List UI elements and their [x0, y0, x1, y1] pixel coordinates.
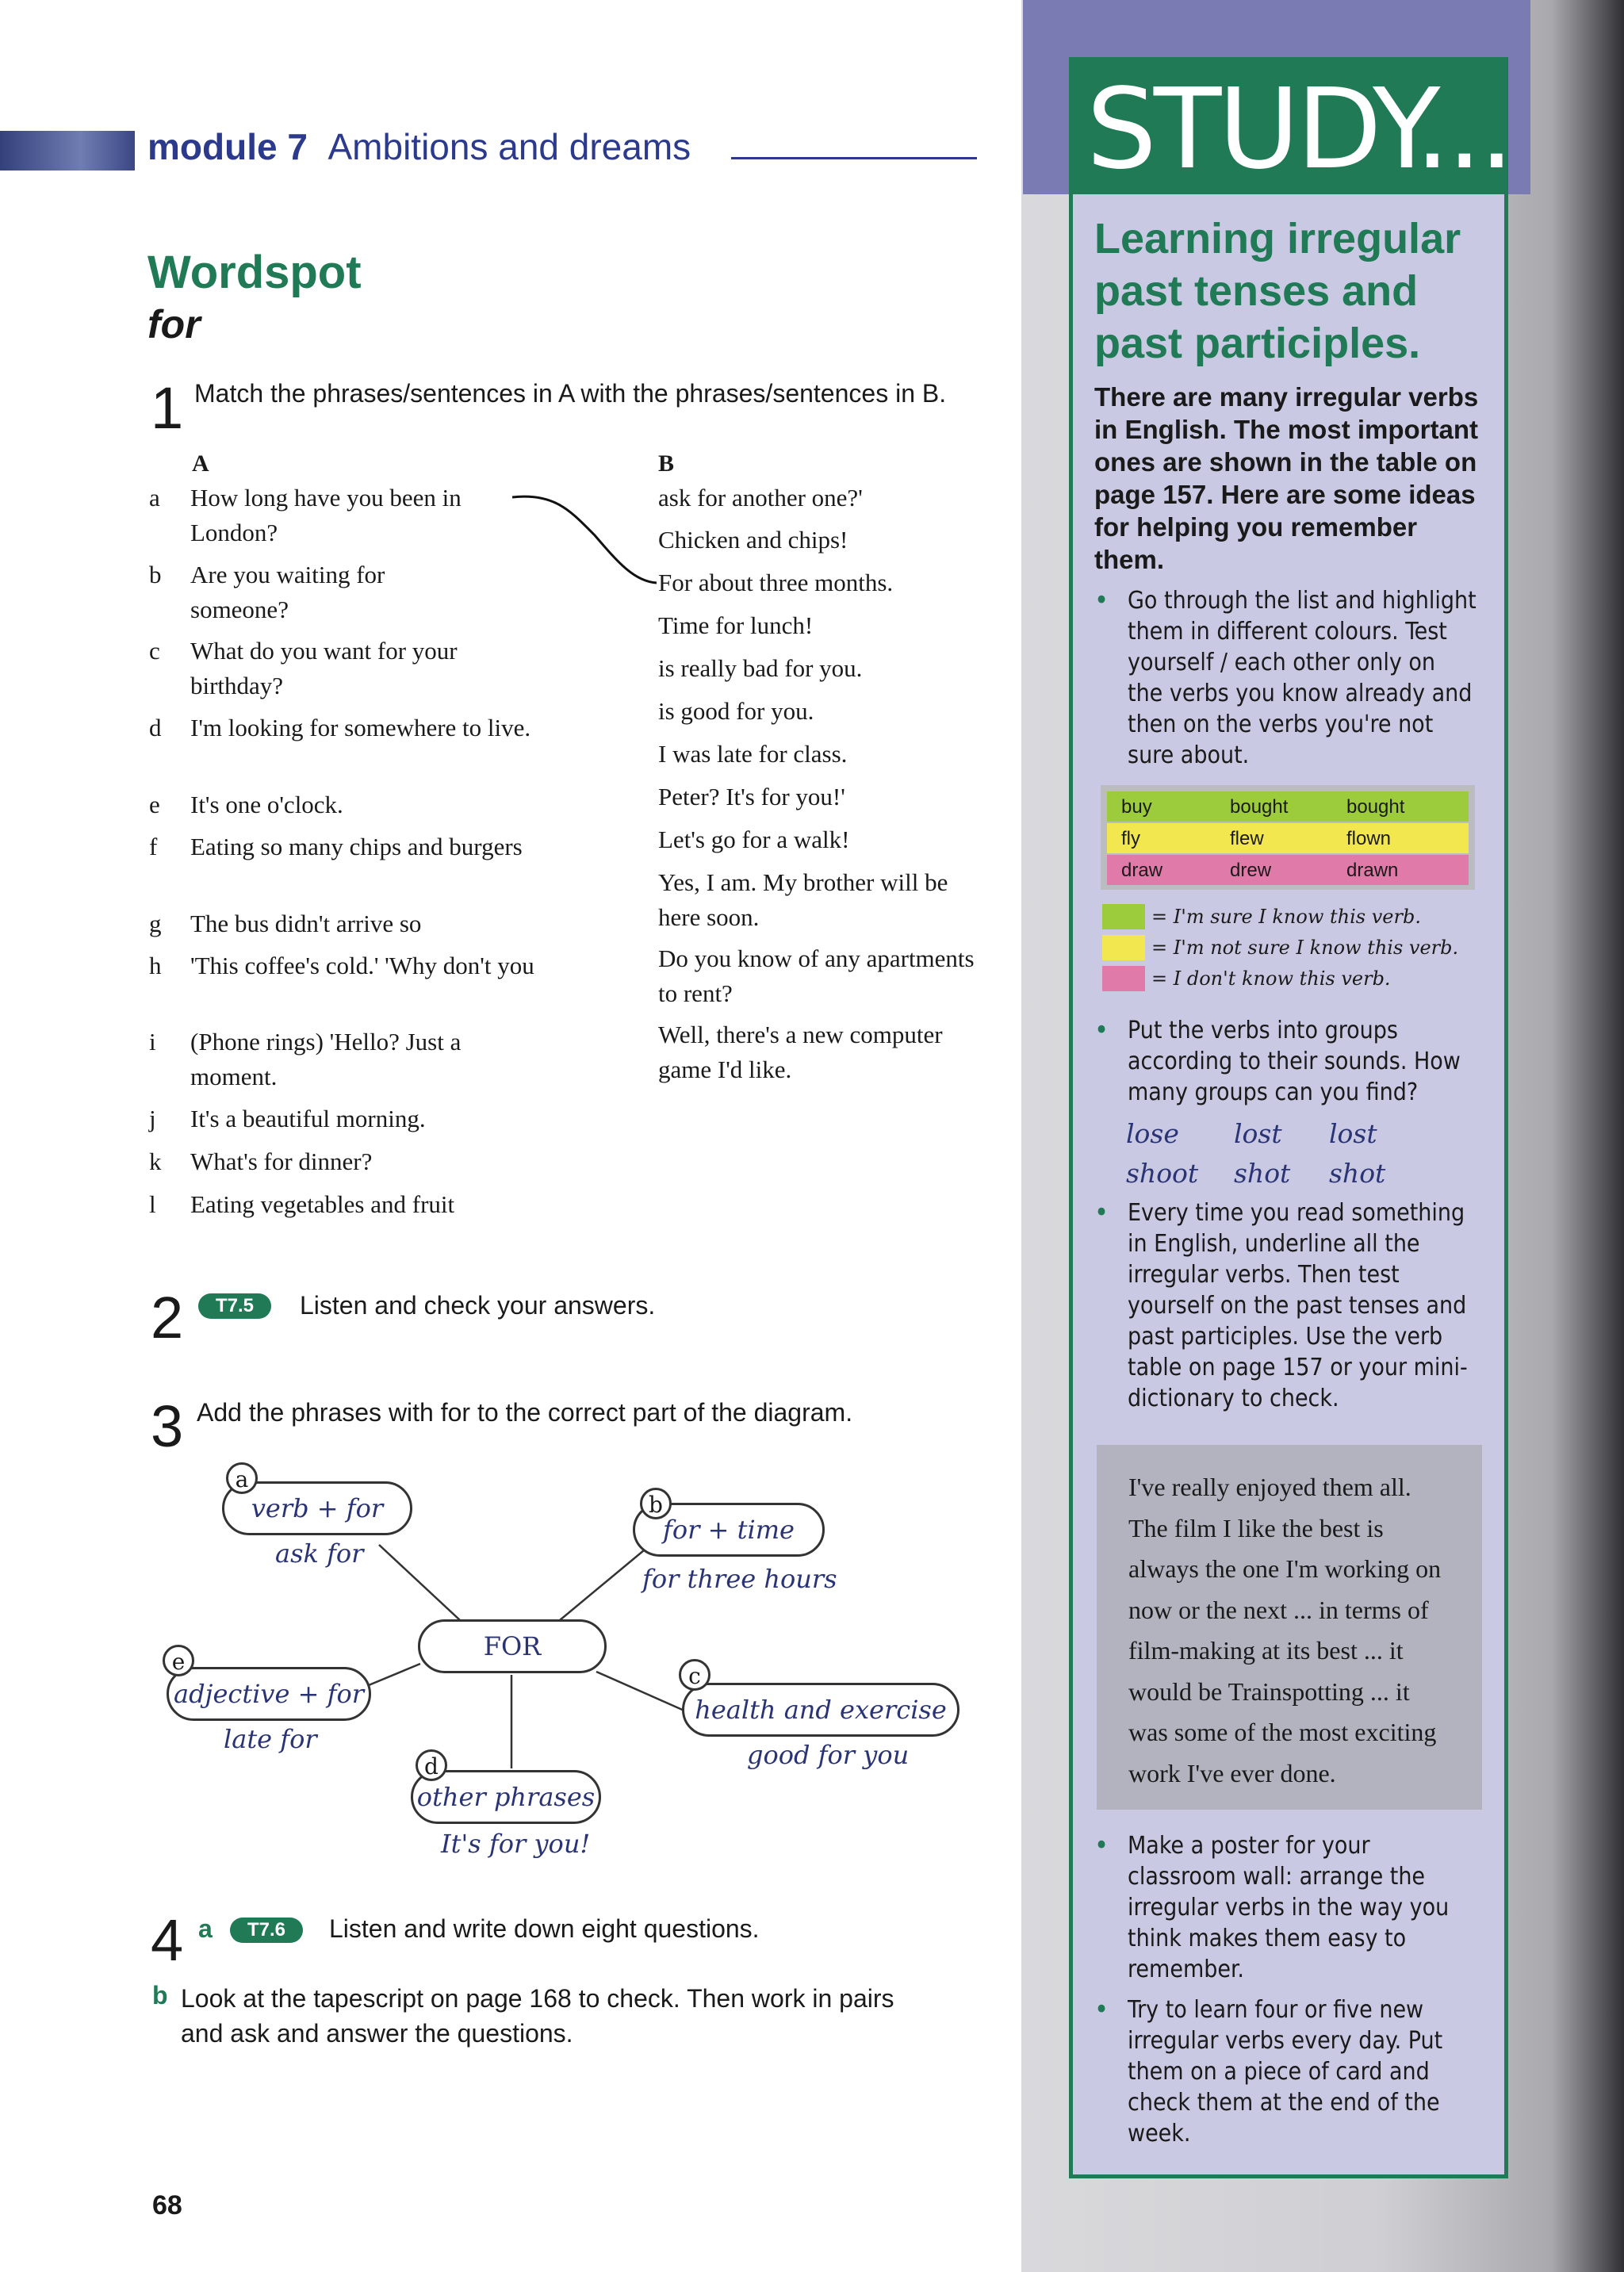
study-intro: There are many irregular verbs in English. The most important ones are shown in the table on page 157. Here are some ideas for helping you remember them. — [1094, 382, 1479, 574]
quote-line: was some of the most exciting — [1128, 1718, 1437, 1746]
item-text: It's one o'clock. — [190, 791, 343, 818]
item-letter: i — [149, 1028, 156, 1056]
exercise-4a-instruction: Listen and write down eight questions. — [329, 1914, 760, 1943]
study-banner-title: STUDY... — [1086, 65, 1511, 194]
module-title: Ambitions and dreams — [327, 126, 691, 167]
exercise-4b-instruction: Look at the tapescript on page 168 to check. Then work in pairs and ask and answer the questions. — [181, 1984, 894, 2048]
section-title: Wordspot — [147, 247, 362, 298]
study-tip-4 — [1094, 1830, 1483, 1989]
exercise-4b-letter: b — [152, 1981, 168, 2010]
verb-participle: drawn — [1346, 860, 1399, 881]
verb-row — [1107, 823, 1469, 853]
sound-group-word: shot — [1329, 1158, 1386, 1189]
diagram-node-d-marker: d — [416, 1749, 447, 1781]
module-label: module 7 — [147, 126, 308, 167]
diagram-node-d: other phrases — [411, 1770, 601, 1824]
diagram-node-d-example: It's for you! — [441, 1829, 591, 1859]
quote-line: The film I like the best is — [1128, 1513, 1384, 1542]
exercise-2-instruction: Listen and check your answers. — [300, 1291, 656, 1320]
track-badge: T7.5 — [198, 1293, 271, 1319]
bullet-icon: • — [1094, 1994, 1109, 2025]
section-word: for — [147, 302, 201, 347]
item-letter: d — [149, 714, 162, 741]
match-option: Peter? It's for you!' — [658, 783, 845, 810]
exercise-2-number: 2 — [151, 1285, 184, 1351]
item-letter: e — [149, 791, 160, 818]
item-text: Eating vegetables and fruit — [190, 1190, 455, 1218]
quote-line: now or the next ... in terms of — [1128, 1595, 1429, 1624]
match-option: I was late for class. — [658, 740, 848, 768]
item-text: Eating so many chips and burgers — [190, 833, 523, 860]
item-letter: j — [149, 1105, 156, 1132]
sound-group-word: lost — [1329, 1118, 1377, 1149]
exercise-3-instruction: Add the phrases with for to the correct part of the diagram. — [197, 1398, 853, 1427]
study-tip-3 — [1094, 1197, 1483, 1420]
item-letter: l — [149, 1190, 156, 1218]
item-letter: f — [149, 833, 158, 860]
study-tip-text: Make a poster for your classroom wall: arrange the irregular verbs in the way you think makes them easy to remember. — [1128, 1832, 1450, 1983]
diagram-node-c: health and exercise — [682, 1683, 959, 1737]
page-number: 68 — [152, 2190, 182, 2220]
sound-group-word: lose — [1126, 1118, 1179, 1149]
diagram-node-e: adjective + for — [167, 1667, 371, 1721]
item-text: What's for dinner? — [190, 1147, 373, 1175]
quote-line: I've really enjoyed them all. — [1128, 1473, 1411, 1501]
bullet-icon: • — [1094, 1014, 1109, 1046]
diagram-node-a-marker: a — [226, 1462, 258, 1494]
match-option: For about three months. — [658, 569, 894, 596]
study-tip-text: Put the verbs into groups according to their sounds. How many groups can you find? — [1128, 1017, 1461, 1106]
sound-group-word: shoot — [1126, 1158, 1199, 1189]
verb-past: flew — [1230, 828, 1264, 849]
study-tip-text: Go through the list and highlight them in different colours. Test yourself / each other only on the verbs you know already and then on the verbs you're not sure about. — [1128, 587, 1477, 769]
column-b-head: B — [658, 450, 675, 477]
verb-past: bought — [1230, 796, 1289, 818]
quote-line: work I've ever done. — [1128, 1758, 1336, 1787]
key-swatch-not-sure — [1102, 935, 1145, 960]
verb-participle: flown — [1346, 828, 1392, 849]
item-letter: k — [149, 1147, 162, 1175]
diagram-node-a-example: ask for — [275, 1538, 364, 1569]
verb-participle: bought — [1346, 796, 1405, 818]
match-option: Let's go for a walk! — [658, 826, 850, 853]
bullet-icon: • — [1094, 584, 1109, 616]
diagram-node-b-example: for three hours — [642, 1564, 837, 1594]
quote-line: would be Trainspotting ... it — [1128, 1676, 1410, 1706]
key-label: = I'm sure I know this verb. — [1151, 906, 1421, 928]
bullet-icon: • — [1094, 1829, 1109, 1861]
item-text: The bus didn't arrive so — [190, 910, 422, 937]
item-text: I'm looking for somewhere to live. — [190, 714, 531, 741]
verb-row — [1107, 791, 1469, 822]
item-text: It's a beautiful morning. — [190, 1105, 426, 1132]
verb-base: buy — [1121, 796, 1152, 818]
diagram-centre: FOR — [418, 1619, 607, 1673]
study-tip-2 — [1094, 1015, 1483, 1118]
verb-base: fly — [1121, 828, 1140, 849]
match-option: Yes, I am. My brother will be here soon. — [658, 868, 948, 931]
item-letter: h — [149, 952, 162, 979]
item-letter: g — [149, 910, 162, 937]
match-option: is good for you. — [658, 697, 814, 725]
item-text: Are you waiting for someone? — [190, 561, 385, 623]
key-swatch-unknown — [1102, 966, 1145, 991]
diagram-node-e-marker: e — [163, 1645, 194, 1676]
exercise-4a-letter: a — [198, 1914, 213, 1943]
diagram-node-e-example: late for — [224, 1724, 317, 1754]
bullet-icon: • — [1094, 1197, 1109, 1228]
match-option: Time for lunch! — [658, 611, 814, 639]
exercise-3-number: 3 — [151, 1393, 184, 1459]
study-tip-5 — [1094, 1994, 1483, 2153]
item-text: (Phone rings) 'Hello? Just a moment. — [190, 1028, 462, 1090]
track-badge: T7.6 — [230, 1918, 303, 1943]
item-text: 'This coffee's cold.' 'Why don't you — [190, 952, 534, 979]
sound-group-word: shot — [1234, 1158, 1291, 1189]
diagram-node-b: for + time — [633, 1503, 825, 1557]
diagram-node-c-example: good for you — [747, 1740, 910, 1770]
exercise-1-instruction: Match the phrases/sentences in A with the phrases/sentences in B. — [194, 379, 947, 408]
verb-base: draw — [1121, 860, 1163, 881]
item-letter: c — [149, 637, 160, 665]
quote-line: film-making at its best ... it — [1128, 1636, 1404, 1665]
item-letter: a — [149, 484, 160, 511]
match-option: is really bad for you. — [658, 654, 863, 682]
verb-row — [1107, 855, 1469, 885]
column-a-head: A — [192, 450, 209, 477]
quotation-box — [1097, 1445, 1482, 1810]
key-label: = I don't know this verb. — [1151, 967, 1391, 990]
quote-line: always the one I'm working on — [1128, 1554, 1442, 1583]
match-option: Chicken and chips! — [658, 526, 848, 554]
key-label: = I'm not sure I know this verb. — [1151, 937, 1459, 959]
item-text: How long have you been in London? — [190, 484, 462, 546]
diagram-node-b-marker: b — [640, 1488, 672, 1519]
verb-past: drew — [1230, 860, 1272, 881]
item-text: What do you want for your birthday? — [190, 637, 458, 699]
diagram-node-a: verb + for — [222, 1481, 412, 1535]
match-option: Well, there's a new computer game I'd like. — [658, 1021, 943, 1083]
study-tip-1 — [1094, 585, 1483, 776]
diagram-node-c-marker: c — [679, 1659, 710, 1691]
match-option: Do you know of any apartments to rent? — [658, 944, 975, 1007]
study-title: Learning irregular past tenses and past participles. — [1094, 215, 1461, 367]
exercise-1-number: 1 — [151, 375, 184, 441]
match-option: ask for another one?' — [658, 484, 863, 511]
item-letter: b — [149, 561, 162, 588]
study-tip-text: Try to learn four or five new irregular verbs every day. Put them on a piece of card and check them at the end of the week. — [1128, 1996, 1443, 2147]
exercise-4-number: 4 — [151, 1907, 184, 1973]
key-swatch-sure — [1102, 904, 1145, 929]
sound-group-word: lost — [1234, 1118, 1282, 1149]
verb-colour-table — [1101, 785, 1475, 890]
study-tip-text: Every time you read something in English, underline all the irregular verbs. Then test yourself on the past tenses and past participles. Use the verb table on page 157 or your mini-dictionary to check. — [1128, 1199, 1468, 1412]
